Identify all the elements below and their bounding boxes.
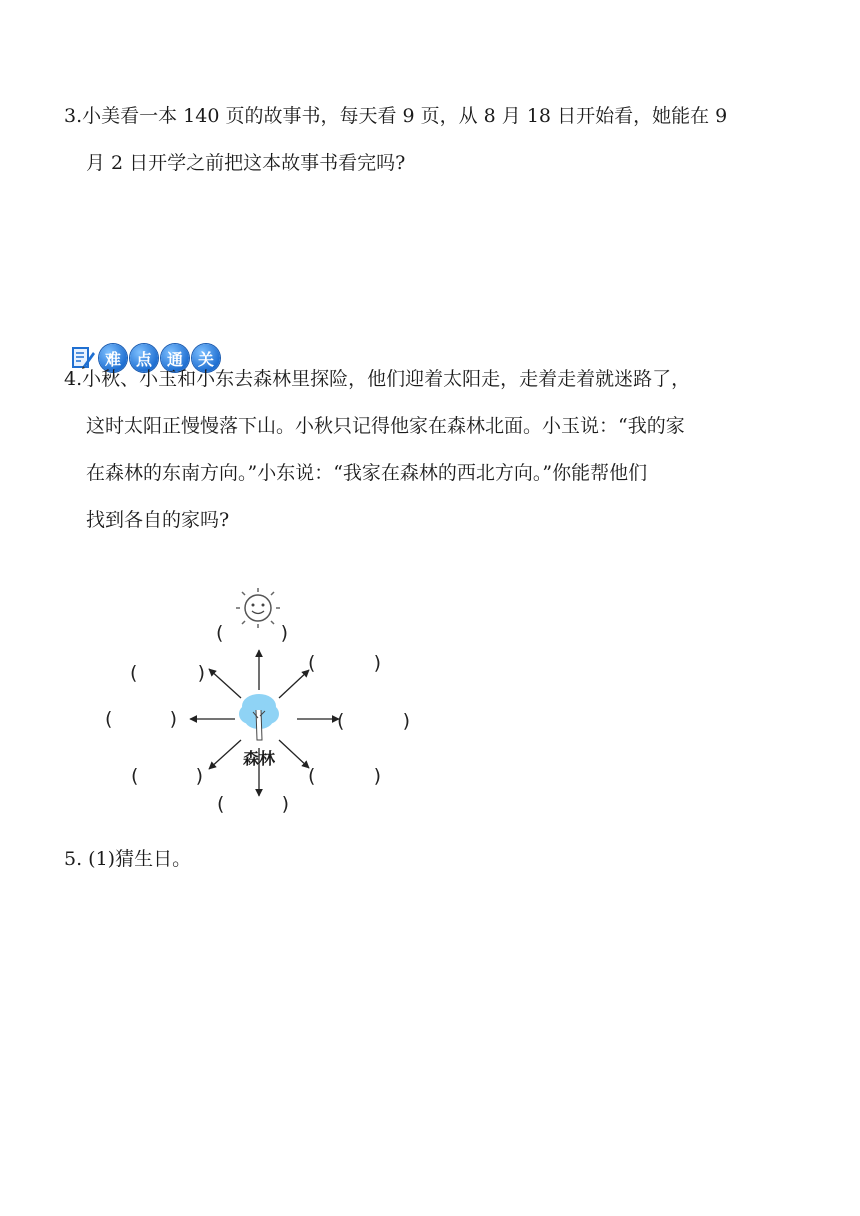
- question-3: [64, 93, 804, 187]
- question-4-line-2: 这时太阳正慢慢落下山。小秋只记得他家在森林北面。小玉说：“我的家: [86, 415, 685, 437]
- blank-southwest[interactable]: ( ): [131, 765, 203, 787]
- banner-char-1: 难: [99, 344, 127, 372]
- question-5: 5. (1)猜生日。: [64, 848, 192, 870]
- tree-icon: [239, 694, 279, 740]
- arrow-northwest: [209, 669, 241, 698]
- arrow-northeast: [279, 670, 309, 698]
- question-3-line-1: 3.小美看一本 140 页的故事书，每天看 9 页，从 8 月 18 日开始看，她能在 9: [64, 105, 728, 127]
- blank-south[interactable]: ( ): [217, 793, 289, 815]
- banner-char-4: 关: [192, 344, 220, 372]
- question-4-line-1: 4.小秋、小玉和小东去森林里探险，他们迎着太阳走，走着走着就迷路了，: [64, 368, 691, 390]
- blank-north[interactable]: ( ): [216, 622, 288, 644]
- blank-east[interactable]: ( ): [337, 710, 410, 732]
- arrow-southeast: [279, 740, 309, 768]
- question-4-line-4: 找到各自的家吗?: [86, 509, 230, 531]
- blank-southeast[interactable]: ( ): [308, 765, 381, 787]
- question-4: [64, 356, 804, 544]
- blank-west[interactable]: ( ): [105, 708, 177, 730]
- blank-northeast[interactable]: ( ): [308, 652, 381, 674]
- question-4-line-3: 在森林的东南方向。”小东说：“我家在森林的西北方向。”你能帮他们: [86, 462, 648, 484]
- banner-char-2: 点: [130, 344, 158, 372]
- forest-center-label: 森林: [243, 749, 276, 768]
- compass-diagram: [95, 588, 425, 820]
- banner-char-3: 通: [161, 344, 189, 372]
- question-3-line-2: 月 2 日开学之前把这本故事书看完吗?: [86, 152, 406, 174]
- arrow-southwest: [209, 740, 241, 769]
- blank-northwest[interactable]: ( ): [130, 662, 205, 684]
